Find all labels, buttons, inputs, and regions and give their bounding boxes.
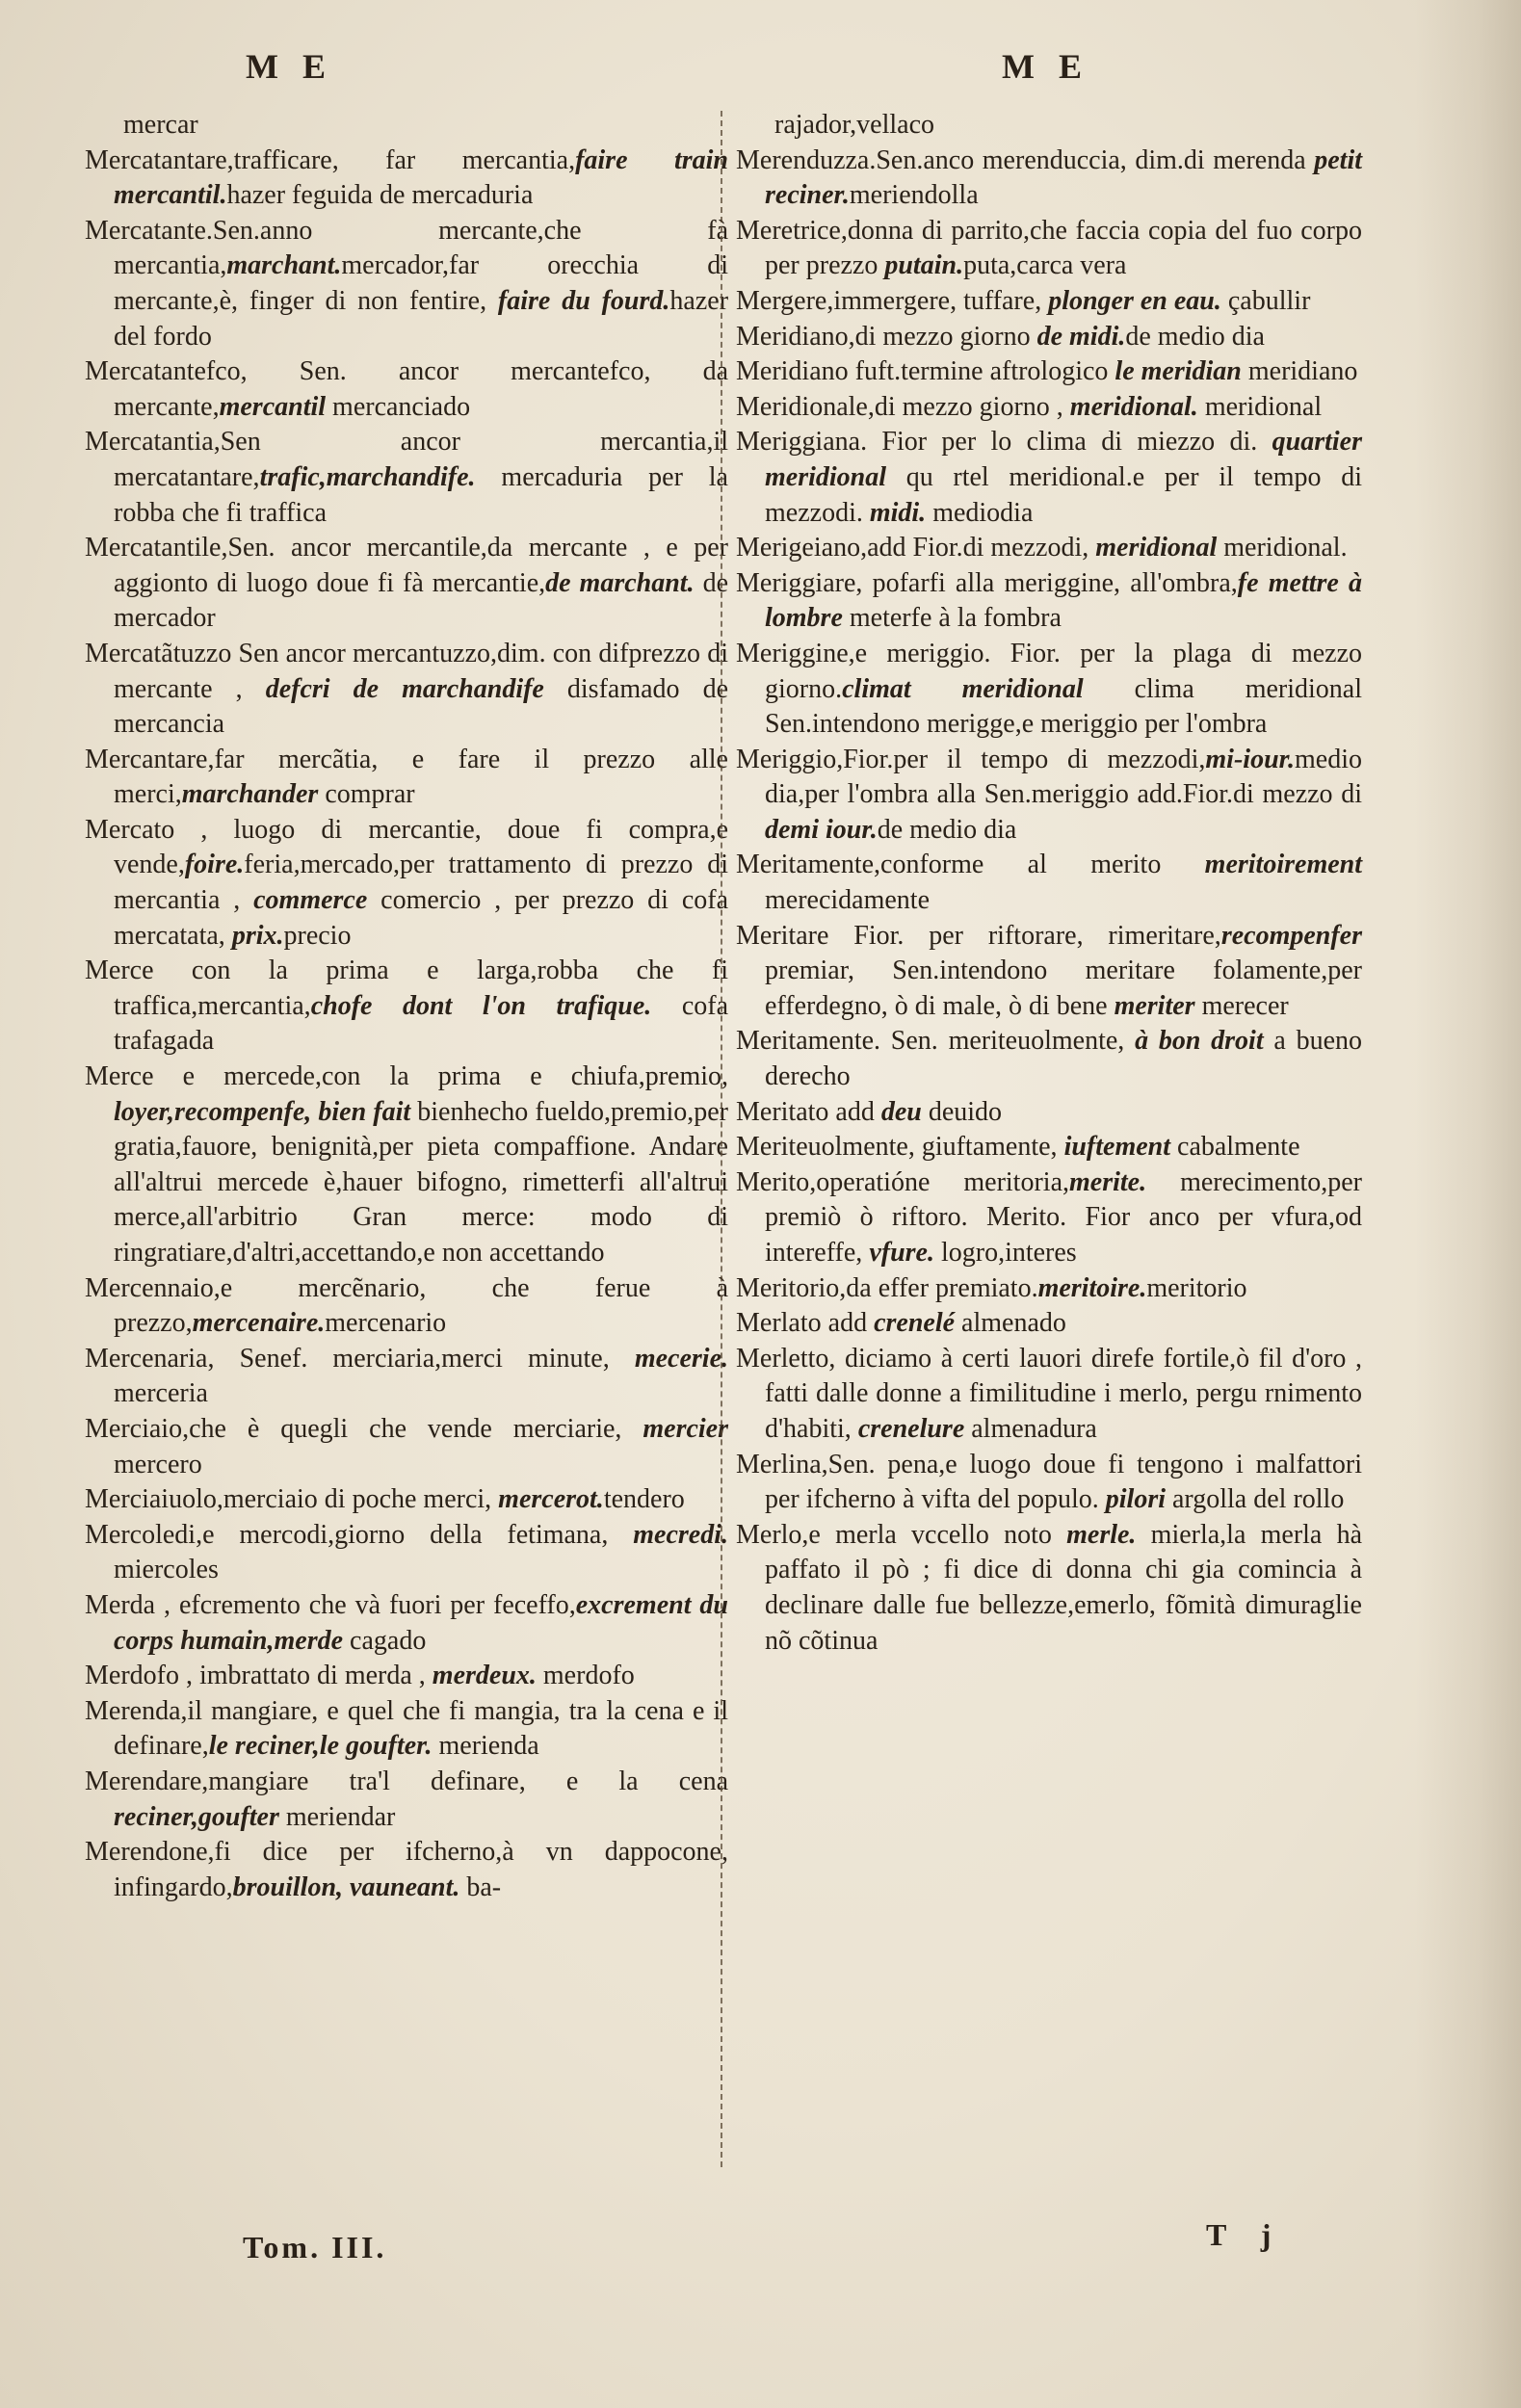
dictionary-entry: Meriggio,Fior.per il tempo di mezzodi,mi-iour.medio dia,per l'ombra alla Sen.meriggio add.Fior.di mezzo di demi iour.de medio dia [736,744,1362,845]
dictionary-entry: Merce e mercede,con la prima e chiufa,premio, loyer,recompenfe, bien fait bienhecho fueldo,premio,per gratia,fauore, benignità,per pieta compaffione. Andare all'altrui mercede è,hauer bifogno, rimetterfi all'altrui merce,all'arbitrio Gran merce: modo di ringratiare,d'altri,accettando,e non accettando [85,1061,728,1268]
dictionary-entry: Merce con la prima e larga,robba che fi traffica,mercantia,chofe dont l'on trafique. cofa trafagada [85,955,729,1057]
dictionary-entry: Merito,operatióne meritoria,merite. merecimento,per premiò ò riftoro. Merito. Fior anco per vfura,od intereffe, vfure. logro,interes [736,1166,1362,1268]
dictionary-entry: Meritare Fior. per riftorare, rimeritare,recompenfer premiar, Sen.intendono meritare folamente,per efferdegno, ò di male, ò di bene meriter merecer [736,920,1362,1021]
dictionary-entry: Mercoledi,e mercodi,giorno della fetimana, mecredi. miercoles [85,1519,728,1585]
dictionary-entry: Meridiano fuft.termine aftrologico le meridian meridiano [736,356,1358,387]
dictionary-entry: Mercatantefco, Sen. ancor mercantefco, da mercante,mercantil mercanciado [85,356,728,422]
dictionary-entry: Mergere,immergere, tuffare, plonger en eau. çabullir [736,285,1311,316]
dictionary-entry: Meridiano,di mezzo giorno de midi.de medio dia [736,321,1265,352]
dictionary-entry: Mercatantare,trafficare, far mercantia,faire train mercantil.hazer feguida de mercaduria [85,144,728,211]
dictionary-entry: mercar [123,110,198,140]
dictionary-entry: Meritamente,conforme al merito meritoirement merecidamente [736,850,1362,916]
dictionary-entry: Merendare,mangiare tra'l definare, e la cena reciner,goufter meriendar [85,1766,728,1832]
dictionary-entry: Merenda,il mangiare, e quel che fi mangia, tra la cena e il definare,le reciner,le goufter. merienda [85,1695,728,1762]
dictionary-entry: Meridionale,di mezzo giorno , meridional. meridional [736,391,1323,422]
running-head-right: M E [1002,47,1089,86]
dictionary-entry: Merlo,e merla vccello noto merle. mierla,la merla hà paffato il pò ; fi dice di donna chi gia comincia à declinare dalle fue bellezze,emerlo, fõmità dimuraglie nõ cõtinua [736,1519,1363,1656]
right-column [736,108,1362,1659]
dictionary-entry: Mercatante.Sen.anno mercante,che fà mercantia,marchant.mercador,far orecchia di mercante,è, finger di non fentire, faire du fourd.hazer del fordo [85,215,729,352]
dictionary-entry: Meritamente. Sen. meriteuolmente, à bon droit a bueno derecho [736,1026,1363,1092]
dictionary-entry: Merletto, diciamo à certi lauori direfe fortile,ò fil d'oro , fatti dalle donne a fimilitudine i merlo, pergu rnimento d'habiti, crenelure almenadura [736,1343,1362,1444]
dictionary-entry: Merlato add crenelé almenado [736,1308,1066,1339]
dictionary-entry: Mercantare,far mercãtia, e fare il prezzo alle merci,marchander comprar [85,744,728,810]
dictionary-entry: Mercenaria, Senef. merciaria,merci minute, mecerie. merceria [85,1343,728,1409]
dictionary-entry: Meretrice,donna di parrito,che faccia copia del fuo corpo per prezzo putain.puta,carca vera [736,215,1362,281]
running-head-left: M E [246,47,333,86]
dictionary-entry: Merlina,Sen. pena,e luogo doue fi tengono i malfattori per ifcherno à vifta del populo. pilori argolla del rollo [736,1449,1362,1515]
dictionary-entry: Meriteuolmente, giuftamente, iuftement cabalmente [736,1132,1300,1163]
dictionary-entry: Mercato , luogo di mercantie, doue fi compra,e vende,foire.feria,mercado,per trattamento di prezzo di mercantia , commerce comercio , per prezzo di cofa mercatata, prix.precio [85,814,729,951]
signature-mark: T j [1206,2217,1285,2252]
volume-signature: Tom. III. [243,2230,387,2264]
dictionary-entry: Meritato add deu deuido [736,1096,1003,1127]
dictionary-entry: Mercatantia,Sen ancor mercantia,il mercatantare,trafic,marchandife. mercaduria per la robba che fi traffica [85,427,728,528]
dictionary-entry: rajador,vellaco [774,110,935,140]
dictionary-entry: Mercatãtuzzo Sen ancor mercantuzzo,dim. con difprezzo di mercante , defcri de marchandife disfamado de mercancia [85,638,728,740]
dictionary-entry: Merigeiano,add Fior.di mezzodi, meridional meridional. [736,533,1348,563]
dictionary-entry: Merenduzza.Sen.anco merenduccia, dim.di merenda petit reciner.meriendolla [736,144,1362,211]
dictionary-entry: Mercatantile,Sen. ancor mercantile,da mercante , e per aggionto di luogo doue fi fà mercantie,de marchant. de mercador [85,533,728,634]
dictionary-entry: Meriggiare, pofarfi alla meriggine, all'ombra,fe mettre à lombre meterfe à la fombra [736,567,1363,634]
dictionary-entry: Meriggiana. Fior per lo clima di miezzo di. quartier meridional qu rtel meridional.e per il tempo di mezzodi. midi. mediodia [736,427,1362,528]
dictionary-entry: Merda , efcremento che và fuori per feceffo,excrement du corps humain,merde cagado [85,1589,728,1656]
left-column [85,108,728,1905]
dictionary-entry: Merciaio,che è quegli che vende merciarie, mercier mercero [85,1413,728,1479]
dictionary-entry: Meriggine,e meriggio. Fior. per la plaga di mezzo giorno.climat meridional clima meridional Sen.intendono merigge,e meriggio per l'ombra [736,638,1363,740]
dictionary-entry: Mercennaio,e mercẽnario, che ferue à prezzo,mercenaire.mercenario [85,1272,728,1339]
column-divider [721,111,722,2167]
dictionary-entry: Merciaiuolo,merciaio di poche merci, mercerot.tendero [85,1484,685,1515]
dictionary-entry: Merdofo , imbrattato di merda , merdeux. merdofo [85,1661,635,1691]
dictionary-entry: Merendone,fi dice per ifcherno,à vn dappocone, infingardo,brouillon, vauneant. ba- [85,1837,728,1902]
page-shadow [1415,0,1521,2408]
dictionary-entry: Meritorio,da effer premiato.meritoire.meritorio [736,1272,1247,1303]
